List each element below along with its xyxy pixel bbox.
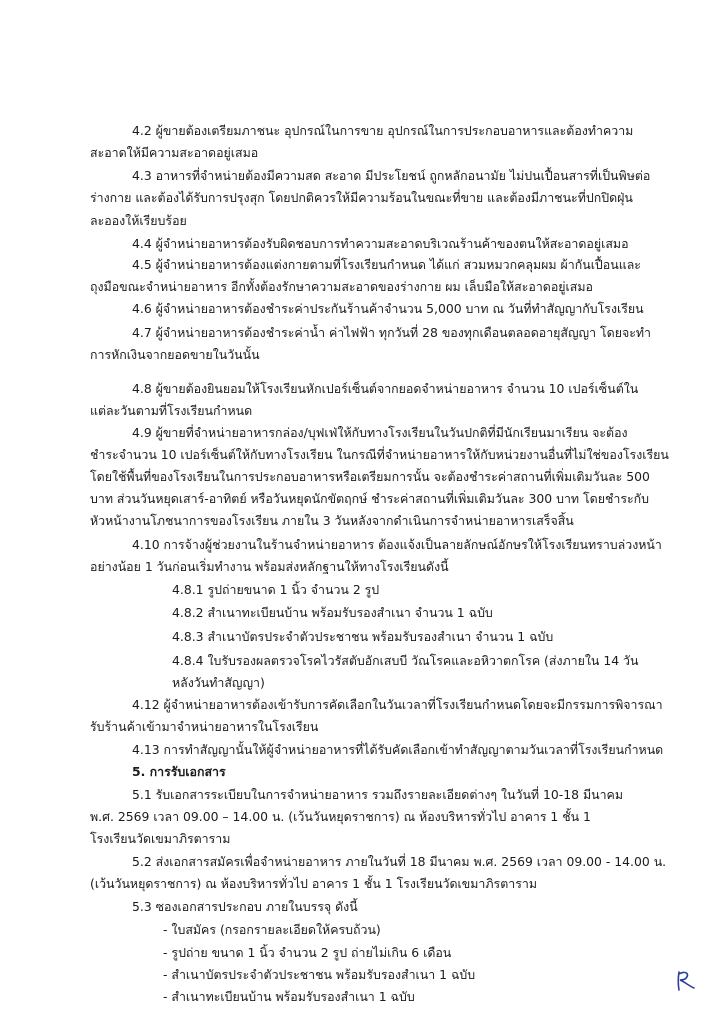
sub-clause-4-8-4-line-1: 4.8.4 ใบรับรองผลตรวจโรคไวรัสตับอักเสบบี วัณโรคและอหิวาตกโรค (ส่งภายใน 14 วัน [172, 653, 639, 668]
sub-clause-4-8-3: 4.8.3 สำเนาบัตรประจำตัวประชาชน พร้อมรับรองสำเนา จำนวน 1 ฉบับ [172, 629, 554, 644]
handwritten-initial-signature [675, 968, 697, 992]
clause-4-7-line-2: การหักเงินจากยอดขายในวันนั้น [90, 347, 260, 362]
clause-4-10-line-1: 4.10 การจ้างผู้ช่วยงานในร้านจำหน่ายอาหาร ต้องแจ้งเป็นลายลักษณ์อักษรให้โรงเรียนทราบล่วงหน้า [132, 537, 662, 552]
clause-4-5-line-1: 4.5 ผู้จำหน่ายอาหารต้องแต่งกายตามที่โรงเรียนกำหนด ได้แก่ สวมหมวกคลุมผม ผ้ากันเปื้อนและ [132, 257, 641, 272]
clause-4-3-line-1: 4.3 อาหารที่จำหน่ายต้องมีความสด สะอาด มีประโยชน์ ถูกหลักอนามัย ไม่ปนเปื้อนสารที่เป็นพิษต่อ [132, 168, 651, 183]
sub-clause-4-8-4-line-2: หลังวันทำสัญญา) [172, 675, 265, 690]
clause-4-3-line-2: ร่างกาย และต้องได้รับการปรุงสุก โดยปกติควรให้มีความร้อนในขณะที่ขาย และต้องมีภาชนะที่ปกปิดฝุ่น [90, 190, 633, 205]
enclosure-item-1: - ใบสมัคร (กรอกรายละเอียดให้ครบถ้วน) [163, 922, 381, 937]
clause-4-13: 4.13 การทำสัญญานั้นให้ผู้จำหน่ายอาหารที่ได้รับคัดเลือกเข้าทำสัญญาตามวันเวลาที่โรงเรียนกำหนด [132, 742, 664, 757]
section-5-heading: 5. การรับเอกสาร [132, 764, 226, 779]
clause-5-1-line-1: 5.1 รับเอกสารระเบียบในการจำหน่ายอาหาร รวมถึงรายละเอียดต่างๆ ในวันที่ 10-18 มีนาคม [132, 787, 624, 802]
clause-4-2-line-2: สะอาดให้มีความสะอาดอยู่เสมอ [90, 145, 259, 160]
clause-4-3-line-3: ละอองให้เรียบร้อย [90, 213, 187, 228]
enclosure-item-2: - รูปถ่าย ขนาด 1 นิ้ว จำนวน 2 รูป ถ่ายไม่เกิน 6 เดือน [163, 945, 452, 960]
clause-4-8-line-1: 4.8 ผู้ขายต้องยินยอมให้โรงเรียนหักเปอร์เซ็นต์จากยอดจำหน่ายอาหาร จำนวน 10 เปอร์เซ็นต์ใน [132, 381, 639, 396]
clause-5-2-line-2: (เว้นวันหยุดราชการ) ณ ห้องบริหารทั่วไป อาคาร 1 ชั้น 1 โรงเรียนวัดเขมาภิรตาราม [90, 876, 537, 891]
clause-4-12-line-1: 4.12 ผู้จำหน่ายอาหารต้องเข้ารับการคัดเลือกในวันเวลาที่โรงเรียนกำหนดโดยจะมีกรรมการพิจารณา [132, 697, 663, 712]
clause-4-6: 4.6 ผู้จำหน่ายอาหารต้องชำระค่าประกันร้านค้าจำนวน 5,000 บาท ณ วันที่ทำสัญญากับโรงเรียน [132, 301, 644, 316]
clause-4-9-line-2: ชำระจำนวน 10 เปอร์เซ็นต์ให้กับทางโรงเรียน ในกรณีที่จำหน่ายอาหารให้กับหน่วยงานอื่นที่ไม่ใช่ของโรงเรียน [90, 447, 669, 462]
clause-5-3: 5.3 ซองเอกสารประกอบ ภายในบรรจุ ดังนี้ [132, 899, 358, 914]
clause-4-9-line-4: บาท ส่วนวันหยุดเสาร์-อาทิตย์ หรือวันหยุดนักขัตฤกษ์ ชำระค่าสถานที่เพิ่มเติมวันละ 300 บาท โดยชำระกับ [90, 491, 650, 506]
enclosure-item-4: - สำเนาทะเบียนบ้าน พร้อมรับรองสำเนา 1 ฉบับ [163, 989, 415, 1004]
enclosure-item-3: - สำเนาบัตรประจำตัวประชาชน พร้อมรับรองสำเนา 1 ฉบับ [163, 967, 476, 982]
clause-4-2-line-1: 4.2 ผู้ขายต้องเตรียมภาชนะ อุปกรณ์ในการขาย อุปกรณ์ในการประกอบอาหารและต้องทำความ [132, 123, 634, 138]
clause-4-12-line-2: รับร้านค้าเข้ามาจำหน่ายอาหารในโรงเรียน [90, 719, 319, 734]
clause-4-9-line-5: หัวหน้างานโภชนาการของโรงเรียน ภายใน 3 วันหลังจากดำเนินการจำหน่ายอาหารเสร็จสิ้น [90, 513, 574, 528]
sub-clause-4-8-2: 4.8.2 สำเนาทะเบียนบ้าน พร้อมรับรองสำเนา จำนวน 1 ฉบับ [172, 605, 493, 620]
clause-5-2-line-1: 5.2 ส่งเอกสารสมัครเพื่อจำหน่ายอาหาร ภายในวันที่ 18 มีนาคม พ.ศ. 2569 เวลา 09.00 - 14.00 น. [132, 854, 667, 869]
clause-5-1-line-2: พ.ศ. 2569 เวลา 09.00 – 14.00 น. (เว้นวันหยุดราชการ) ณ ห้องบริหารทั่วไป อาคาร 1 ชั้น 1 [90, 809, 591, 824]
clause-4-5-line-2: ถุงมือขณะจำหน่ายอาหาร อีกทั้งต้องรักษาความสะอาดของร่างกาย ผม เล็บมือให้สะอาดอยู่เสมอ [90, 279, 593, 294]
clause-4-8-line-2: แต่ละวันตามที่โรงเรียนกำหนด [90, 403, 253, 418]
clause-4-9-line-3: โดยใช้พื้นที่ของโรงเรียนในการประกอบอาหารหรือเตรียมการนั้น จะต้องชำระค่าสถานที่เพิ่มเติมวันละ 500 [90, 469, 650, 484]
clause-4-7-line-1: 4.7 ผู้จำหน่ายอาหารต้องชำระค่าน้ำ ค่าไฟฟ้า ทุกวันที่ 28 ของทุกเดือนตลอดอายุสัญญา โดยจะทำ [132, 325, 652, 340]
clause-5-1-line-3: โรงเรียนวัดเขมาภิรตาราม [90, 831, 231, 846]
clause-4-4: 4.4 ผู้จำหน่ายอาหารต้องรับผิดชอบการทำความสะอาดบริเวณร้านค้าของตนให้สะอาดอยู่เสมอ [132, 236, 629, 251]
sub-clause-4-8-1: 4.8.1 รูปถ่ายขนาด 1 นิ้ว จำนวน 2 รูป [172, 582, 380, 597]
clause-4-9-line-1: 4.9 ผู้ขายที่จำหน่ายอาหารกล่อง/บุฟเฟ่ให้กับทางโรงเรียนในวันปกติที่มีนักเรียนมาเรียน จะต้อง [132, 425, 628, 440]
clause-4-10-line-2: อย่างน้อย 1 วันก่อนเริ่มทำงาน พร้อมส่งหลักฐานให้ทางโรงเรียนดังนี้ [90, 559, 449, 574]
